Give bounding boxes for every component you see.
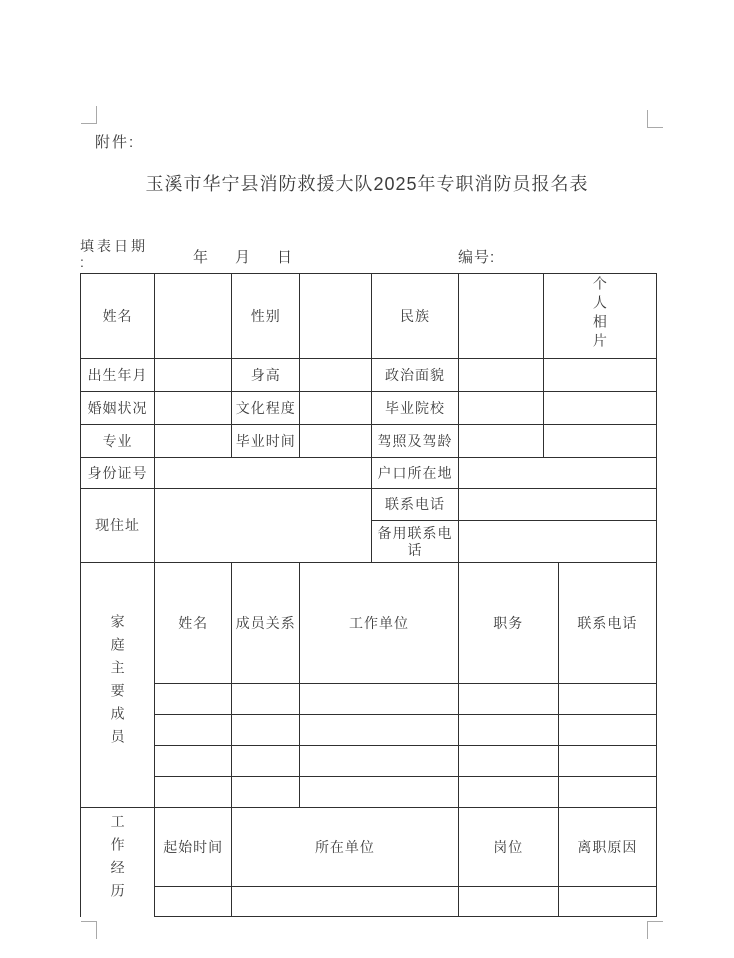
family-member-row [81, 746, 657, 777]
family-phone-input-cell[interactable] [558, 746, 656, 777]
name-label: 姓名 [81, 274, 155, 359]
height-input-cell[interactable] [300, 359, 372, 392]
family-name-input-cell[interactable] [155, 777, 232, 808]
margin-corner-mark-top-right [647, 110, 663, 128]
family-relation-header: 成员关系 [232, 563, 300, 684]
form-number-label[interactable]: 编号: [458, 249, 496, 266]
row-work-header [81, 808, 657, 887]
family-position-input-cell[interactable] [458, 777, 558, 808]
current-address-input-cell[interactable] [155, 489, 372, 563]
marital-status-label: 婚姻状况 [81, 392, 155, 425]
family-phone-header: 联系电话 [558, 563, 656, 684]
row-family-header [81, 563, 657, 684]
height-label: 身高 [232, 359, 300, 392]
family-name-input-cell[interactable] [155, 715, 232, 746]
birth-date-label: 出生年月 [81, 359, 155, 392]
backup-phone-input-cell[interactable] [458, 521, 656, 563]
driver-license-label: 驾照及驾龄 [372, 425, 458, 458]
margin-corner-mark-top-left [81, 106, 97, 124]
graduate-school-input-cell[interactable] [458, 392, 543, 425]
ethnic-input-cell[interactable] [458, 274, 543, 359]
work-experience-row [81, 887, 657, 917]
family-member-row [81, 715, 657, 746]
political-status-label: 政治面貌 [372, 359, 458, 392]
row-birth-height-political [81, 359, 657, 392]
family-name-header: 姓名 [155, 563, 232, 684]
row-marital-education-school [81, 392, 657, 425]
photo-cell[interactable] [543, 274, 656, 359]
page-title: 玉溪市华宁县消防救援大队2025年专职消防员报名表 [145, 174, 589, 194]
family-relation-input-cell[interactable] [232, 715, 300, 746]
family-workunit-input-cell[interactable] [300, 715, 458, 746]
family-relation-input-cell[interactable] [232, 777, 300, 808]
marital-status-input-cell[interactable] [155, 392, 232, 425]
family-relation-input-cell[interactable] [232, 746, 300, 777]
row-id-household [81, 458, 657, 489]
family-phone-input-cell[interactable] [558, 777, 656, 808]
family-workunit-input-cell[interactable] [300, 746, 458, 777]
photo-side-cell-2[interactable] [543, 392, 656, 425]
graduate-school-label: 毕业院校 [372, 392, 458, 425]
family-phone-input-cell[interactable] [558, 684, 656, 715]
family-position-input-cell[interactable] [458, 684, 558, 715]
major-input-cell[interactable] [155, 425, 232, 458]
contact-phone-input-cell[interactable] [458, 489, 656, 521]
gender-label: 性别 [232, 274, 300, 359]
year-month-day-blanks[interactable]: 年 月 日 [193, 249, 299, 266]
personal-photo-label: 个人相片 [591, 276, 608, 352]
application-form-table [80, 273, 657, 917]
current-address-label: 现住址 [81, 489, 155, 563]
family-name-input-cell[interactable] [155, 746, 232, 777]
family-member-row [81, 777, 657, 808]
family-relation-input-cell[interactable] [232, 684, 300, 715]
family-name-input-cell[interactable] [155, 684, 232, 715]
family-phone-input-cell[interactable] [558, 715, 656, 746]
work-post-input-cell[interactable] [458, 887, 558, 917]
work-starttime-header: 起始时间 [155, 808, 232, 887]
attachment-label: 附件: [95, 134, 136, 151]
photo-side-cell-1[interactable] [543, 359, 656, 392]
work-leavereason-header: 离职原因 [558, 808, 656, 887]
id-number-label: 身份证号 [81, 458, 155, 489]
birth-date-input-cell[interactable] [155, 359, 232, 392]
work-section-cell [81, 808, 155, 917]
work-starttime-input-cell[interactable] [155, 887, 232, 917]
backup-phone-label: 备用联系电话 [372, 521, 458, 563]
margin-corner-mark-bottom-right [647, 921, 663, 939]
household-location-input-cell[interactable] [458, 458, 656, 489]
work-post-header: 岗位 [458, 808, 558, 887]
family-workunit-header: 工作单位 [300, 563, 458, 684]
education-level-input-cell[interactable] [300, 392, 372, 425]
graduation-time-input-cell[interactable] [300, 425, 372, 458]
row-address-phone [81, 489, 657, 521]
family-section-cell [81, 563, 155, 808]
family-member-row [81, 684, 657, 715]
row-name-gender-ethnic [81, 274, 657, 359]
work-unit-header: 所在单位 [232, 808, 458, 887]
margin-corner-mark-bottom-left [81, 921, 97, 939]
family-position-input-cell[interactable] [458, 746, 558, 777]
education-level-label: 文化程度 [232, 392, 300, 425]
photo-side-cell-3[interactable] [543, 425, 656, 458]
major-label: 专业 [81, 425, 155, 458]
political-status-input-cell[interactable] [458, 359, 543, 392]
family-workunit-input-cell[interactable] [300, 777, 458, 808]
driver-license-input-cell[interactable] [458, 425, 543, 458]
family-workunit-input-cell[interactable] [300, 684, 458, 715]
family-position-header: 职务 [458, 563, 558, 684]
family-position-input-cell[interactable] [458, 715, 558, 746]
id-number-input-cell[interactable] [155, 458, 372, 489]
contact-phone-label: 联系电话 [372, 489, 458, 521]
work-section-label: 工作经历 [109, 814, 126, 907]
name-input-cell[interactable] [155, 274, 232, 359]
work-leavereason-input-cell[interactable] [558, 887, 656, 917]
graduation-time-label: 毕业时间 [232, 425, 300, 458]
family-section-label: 家庭主要成员 [109, 614, 126, 752]
ethnic-label: 民族 [372, 274, 458, 359]
row-major-gradtime-license [81, 425, 657, 458]
work-unit-input-cell[interactable] [232, 887, 458, 917]
gender-input-cell[interactable] [300, 274, 372, 359]
fill-date-label: 填表日期: [80, 238, 148, 270]
household-location-label: 户口所在地 [372, 458, 458, 489]
